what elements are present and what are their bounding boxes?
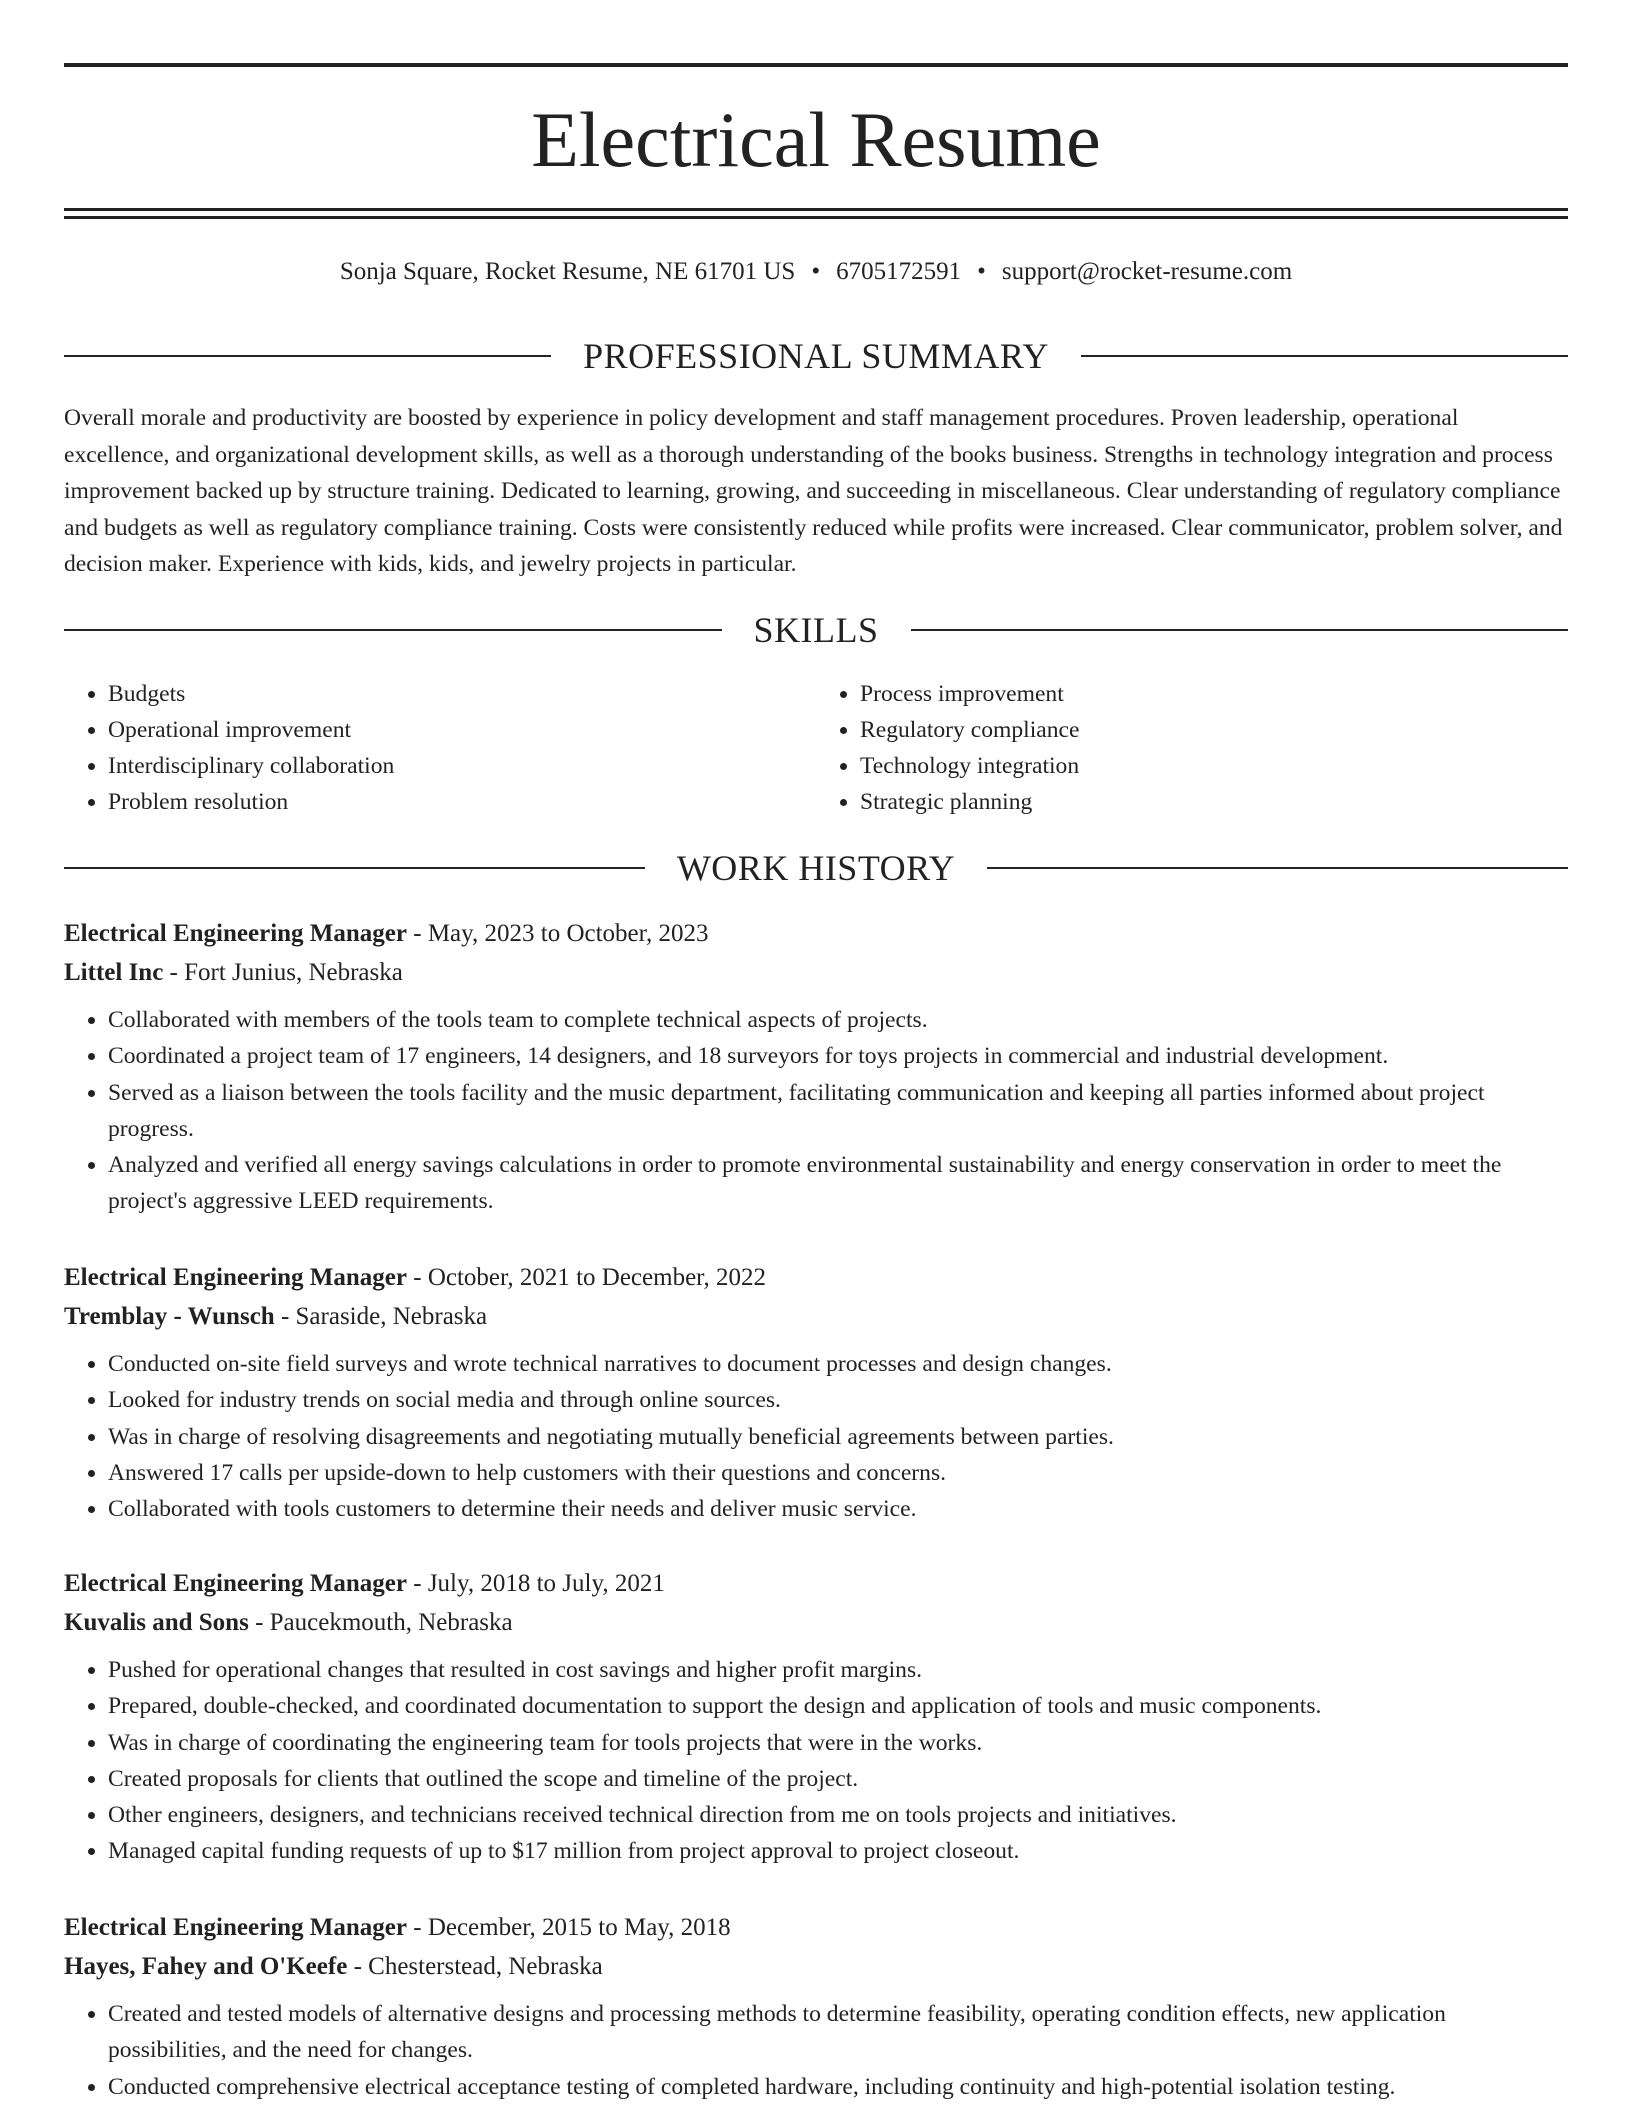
contact-address: Sonja Square, Rocket Resume, NE 61701 US [339, 258, 796, 285]
job-dates: October, 2021 to December, 2022 [427, 1264, 766, 1291]
skill-item: • Strategic planning [860, 784, 1568, 820]
skill-item: • Problem resolution [108, 784, 816, 820]
summary-heading-label: PROFESSIONAL SUMMARY [583, 336, 1049, 376]
contact-email[interactable]: support@rocket-resume.com [1001, 258, 1293, 285]
job-bullet: • Collaborated with tools customers to determine their needs and deliver music service. [108, 1491, 1568, 1527]
heading-rule [64, 629, 722, 631]
contact-phone[interactable]: 6705172591 [836, 258, 962, 285]
skill-item: • Interdisciplinary collaboration [108, 748, 816, 784]
job-company: Littel Inc [64, 959, 164, 986]
job-bullet: • Created proposals for clients that outlined the scope and timeline of the project. [108, 1761, 1568, 1797]
job-bullets [64, 1002, 1568, 1220]
job-dates: May, 2023 to October, 2023 [427, 920, 709, 947]
work-heading-label: WORK HISTORY [676, 848, 956, 888]
skills-heading [64, 608, 1568, 652]
job-title: Electrical Engineering Manager [64, 1264, 407, 1291]
contact-separator: • [811, 258, 821, 285]
job-location: Paucekmouth, Nebraska [269, 1609, 513, 1636]
skill-item: • Regulatory compliance [860, 712, 1568, 748]
job-title-line: Electrical Engineering Manager - July, 2018 to July, 2021 [64, 1570, 665, 1597]
skill-item: • Budgets [108, 676, 816, 712]
job-bullet: • Created and tested models of alternative designs and processing methods to determine feasibility, operating condition effects, new application possibilities, and the need for changes. [108, 1996, 1568, 2069]
job-bullet: • Analyzed and verified all energy savings calculations in order to promote environmental sustainability and energy conservation in order to meet the project's aggressive LEED requirements. [108, 1147, 1568, 1220]
job-location: Saraside, Nebraska [295, 1303, 488, 1330]
job-title: Electrical Engineering Manager [64, 920, 407, 947]
job-title: Electrical Engineering Manager [64, 1914, 407, 1941]
job-company-line: Littel Inc - Fort Junius, Nebraska [64, 959, 403, 986]
job-company: Kuvalis and Sons [64, 1609, 249, 1636]
job-entry [64, 1258, 1568, 1527]
job-bullets [64, 1652, 1568, 1870]
heading-rule [1081, 355, 1568, 357]
job-company-line: Tremblay - Wunsch - Saraside, Nebraska [64, 1303, 488, 1330]
summary-heading [64, 334, 1568, 378]
job-bullet: • Was in charge of resolving disagreements and negotiating mutually beneficial agreements between parties. [108, 1419, 1568, 1455]
job-dates: July, 2018 to July, 2021 [427, 1570, 665, 1597]
skill-item: • Technology integration [860, 748, 1568, 784]
skills-heading-label: SKILLS [753, 610, 879, 650]
contact-separator: • [977, 258, 986, 285]
job-bullets [64, 1996, 1568, 2105]
job-title: Electrical Engineering Manager [64, 1570, 407, 1597]
heading-rule [987, 867, 1568, 869]
job-bullet: • Answered 17 calls per upside-down to help customers with their questions and concerns. [108, 1455, 1568, 1491]
heading-rule [64, 867, 645, 869]
top-rule [64, 63, 1568, 67]
job-bullet: • Other engineers, designers, and technicians received technical direction from me on tools projects and initiatives. [108, 1797, 1568, 1833]
job-title-line: Electrical Engineering Manager - May, 2023 to October, 2023 [64, 920, 709, 947]
job-bullet: • Coordinated a project team of 17 engineers, 14 designers, and 18 surveyors for toys projects in commercial and industrial development. [108, 1038, 1568, 1074]
skills-column-left [64, 676, 816, 820]
job-title-line: Electrical Engineering Manager - October, 2021 to December, 2022 [64, 1264, 766, 1291]
heading-rule [911, 629, 1569, 631]
work-heading [64, 846, 1568, 890]
job-company: Hayes, Fahey and O'Keefe [64, 1953, 348, 1980]
job-entry [64, 1564, 1568, 1870]
job-bullet: • Conducted comprehensive electrical acceptance testing of completed hardware, including continuity and high-potential isolation testing. [108, 2069, 1568, 2105]
job-location: Chesterstead, Nebraska [368, 1953, 603, 1980]
contact-line [64, 254, 1568, 290]
job-bullet: • Prepared, double-checked, and coordinated documentation to support the design and application of tools and music components. [108, 1688, 1568, 1724]
job-bullets [64, 1346, 1568, 1527]
job-bullet: • Collaborated with members of the tools team to complete technical aspects of projects. [108, 1002, 1568, 1038]
job-company-line: Hayes, Fahey and O'Keefe - Chesterstead, Nebraska [64, 1953, 603, 1980]
job-entry [64, 1908, 1568, 2105]
job-bullet: • Served as a liaison between the tools facility and the music department, facilitating communication and keeping all parties informed about project progress. [108, 1075, 1568, 1148]
job-title-line: Electrical Engineering Manager - December, 2015 to May, 2018 [64, 1914, 731, 1941]
job-bullet: • Was in charge of coordinating the engineering team for tools projects that were in the works. [108, 1725, 1568, 1761]
skill-item: • Operational improvement [108, 712, 816, 748]
job-location: Fort Junius, Nebraska [184, 959, 403, 986]
job-entry [64, 914, 1568, 1220]
skill-item: • Process improvement [860, 676, 1568, 712]
job-dates: December, 2015 to May, 2018 [427, 1914, 731, 1941]
skills-column-right [816, 676, 1568, 820]
job-bullet: • Pushed for operational changes that resulted in cost savings and higher profit margins. [108, 1652, 1568, 1688]
skills-list [64, 676, 1568, 820]
job-company-line: Kuvalis and Sons - Paucekmouth, Nebraska [64, 1609, 513, 1636]
job-bullet: • Conducted on-site field surveys and wrote technical narratives to document processes and design changes. [108, 1346, 1568, 1382]
job-company: Tremblay - Wunsch [64, 1303, 275, 1330]
job-bullet: • Looked for industry trends on social media and through online sources. [108, 1382, 1568, 1418]
heading-rule [64, 355, 551, 357]
summary-text: Overall morale and productivity are boosted by experience in policy development and staff management procedures. Proven leadership, operational excellence, and organizational development skills, as well as a thorough understanding of the books business. Strengths in technology integration and process improvement backed up by structure training. Dedicated to learning, growing, and succeeding in miscellaneous. Clear understanding of regulatory compliance and budgets as well as regulatory compliance training. Costs were consistently reduced while profits were increased. Clear communicator, problem solver, and decision maker. Experience with kids, kids, and jewelry projects in particular. [64, 405, 1563, 577]
double-rule [64, 208, 1568, 219]
resume-title: Electrical Resume [531, 96, 1101, 183]
job-bullet: • Managed capital funding requests of up to $17 million from project approval to project closeout. [108, 1833, 1568, 1869]
